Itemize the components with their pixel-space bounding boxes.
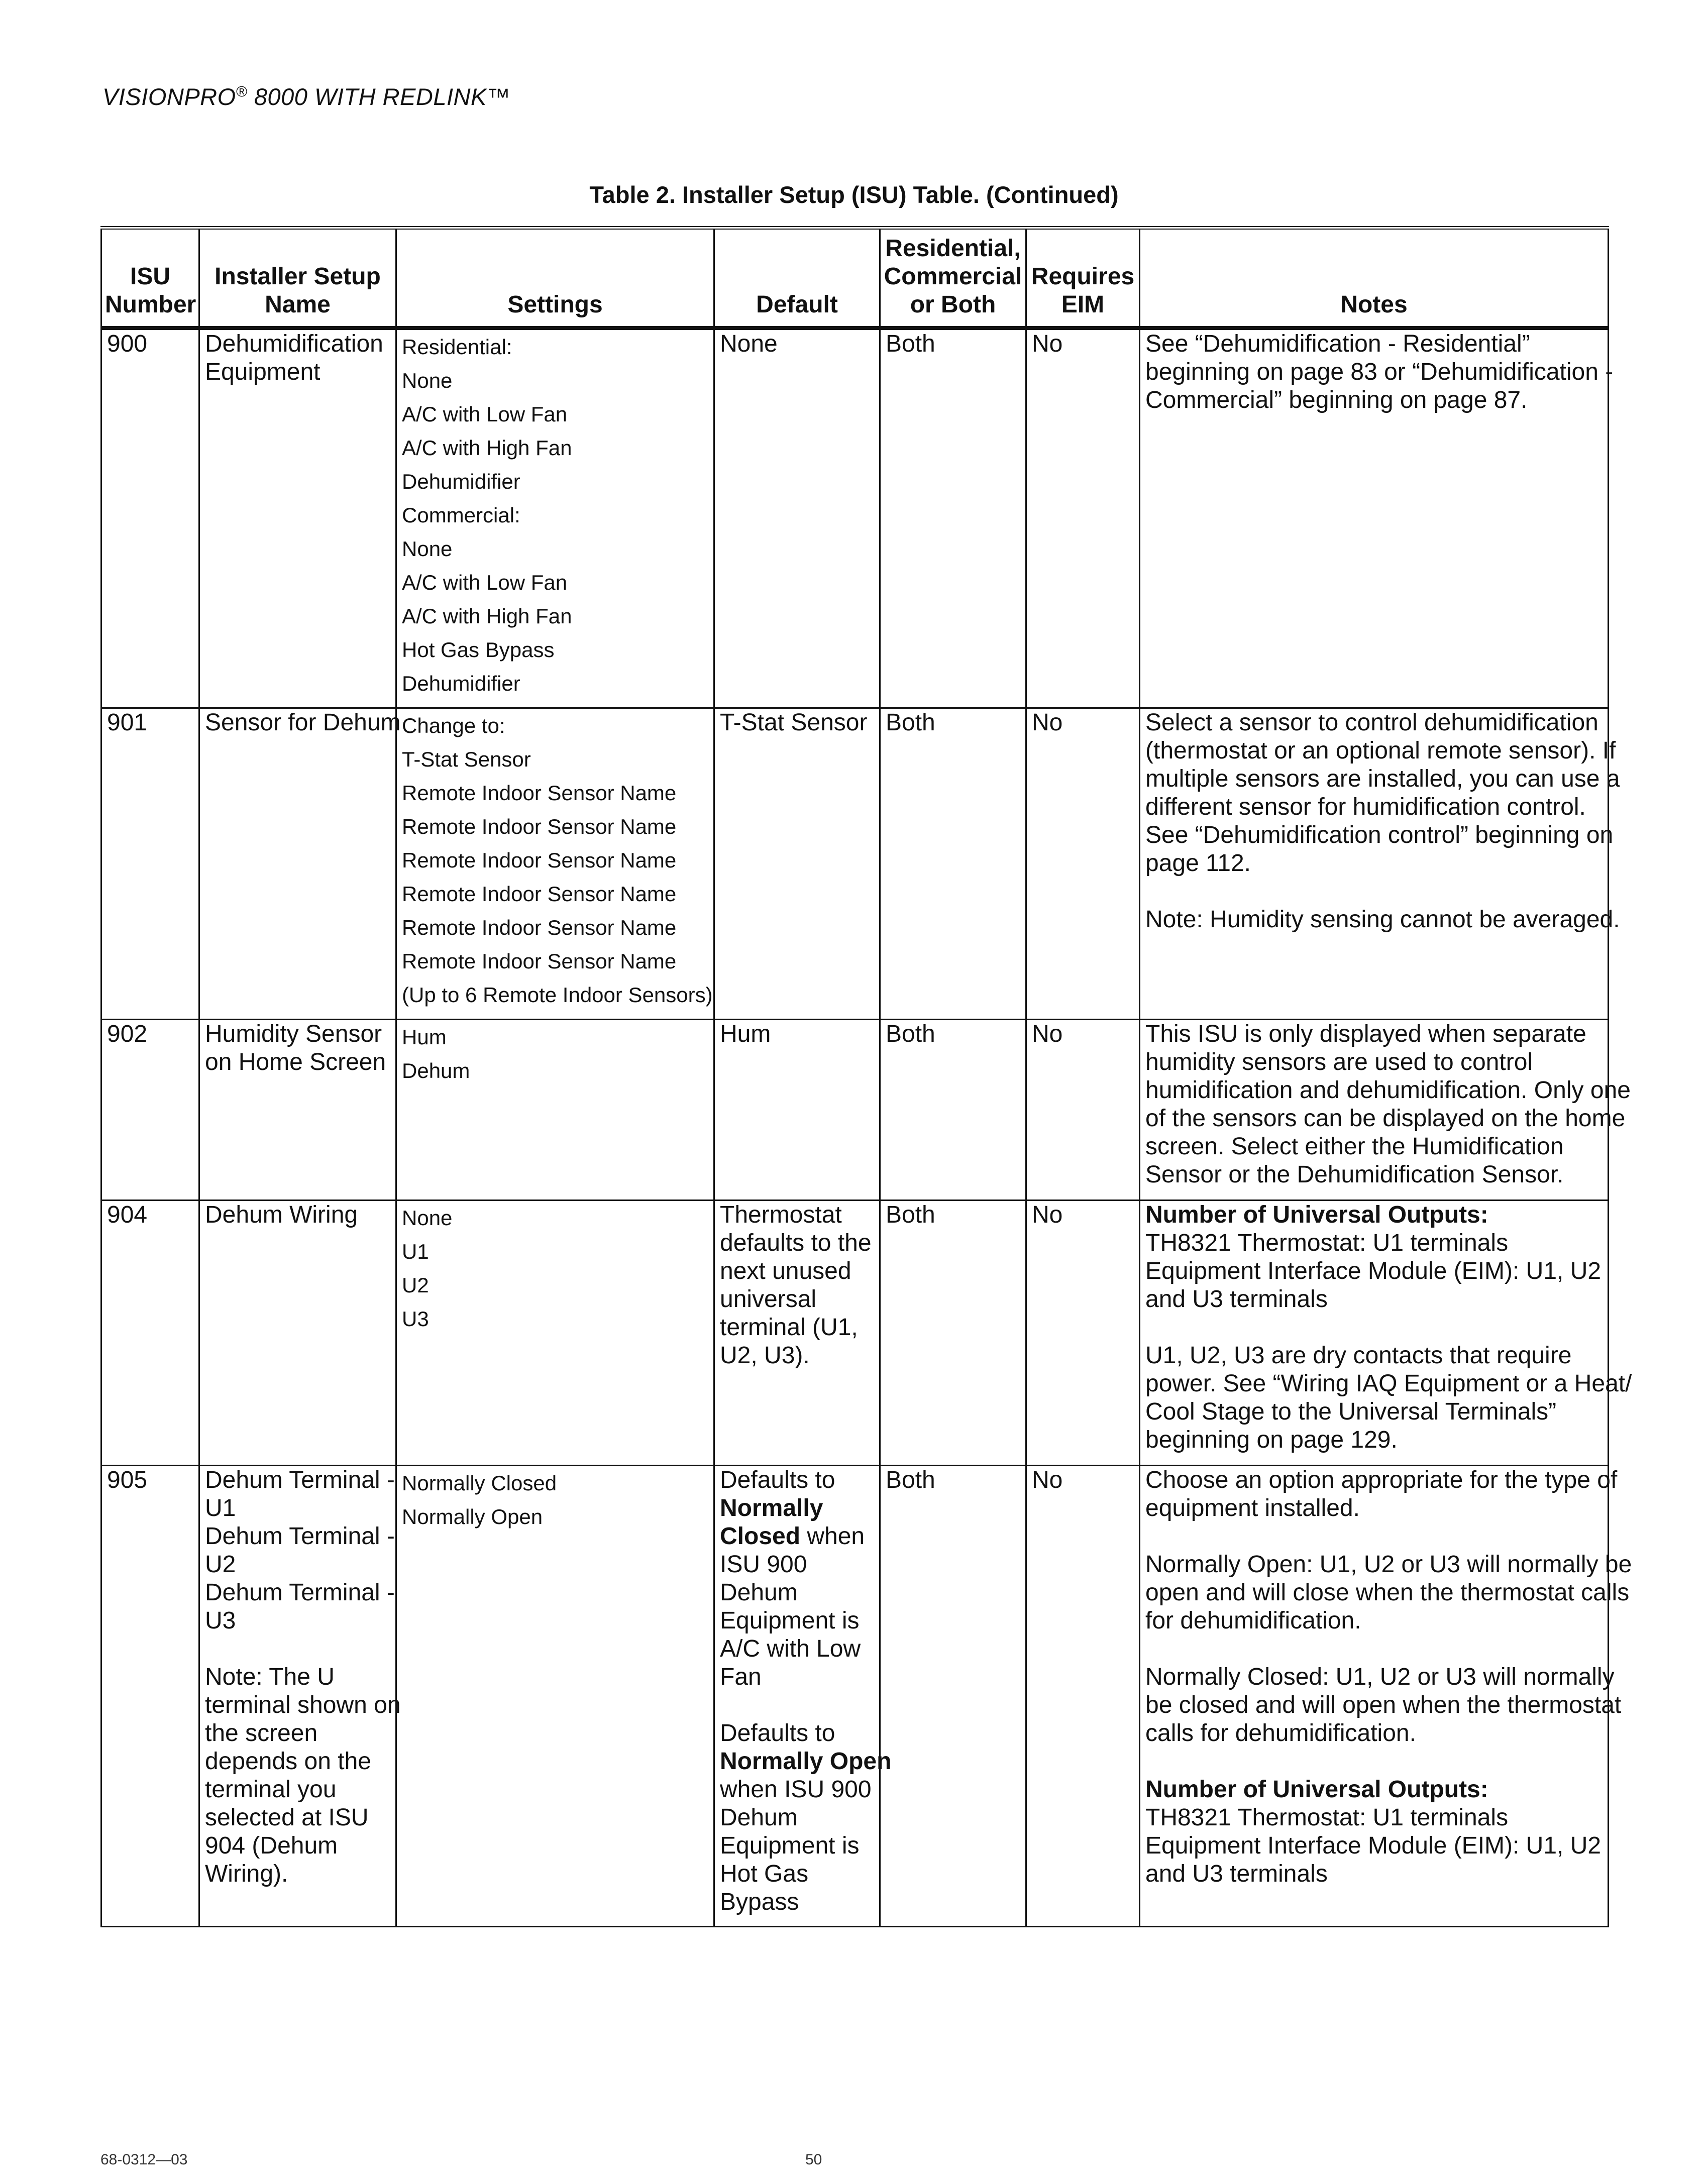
text-line: Dehum Terminal - (205, 1523, 395, 1550)
res-comm-value: Both (880, 708, 1026, 1020)
setup-name (199, 1201, 396, 1466)
table-header-row (101, 228, 1609, 329)
text-line: A/C with Low (720, 1636, 861, 1662)
text-line: TH8321 Thermostat: U1 terminals (1145, 1804, 1509, 1831)
text-line: Thermostat (720, 1202, 842, 1228)
notes-body (1145, 1229, 1632, 1454)
brand-name: VISIONPRO (102, 83, 236, 110)
text-line: Commercial” beginning on page 87. (1145, 387, 1528, 413)
eim-value: No (1026, 328, 1140, 708)
text-line: Equipment Interface Module (EIM): U1, U2 (1145, 1832, 1602, 1859)
text-line: A/C with High Fan (402, 436, 572, 460)
text-line: selected at ISU (205, 1804, 369, 1831)
res-comm-value: Both (880, 1020, 1026, 1201)
notes (1140, 1466, 1632, 1927)
text-line: next unused (720, 1258, 851, 1284)
isu-number: 904 (101, 1201, 199, 1466)
text-line: Dehum Terminal - (205, 1579, 395, 1606)
notes-body-2 (1145, 1804, 1604, 1888)
text-line: Dehumidifier (402, 470, 520, 493)
text-line: Change to: (402, 714, 505, 737)
text-line (1145, 1522, 1604, 1551)
text-line: be closed and will open when the thermostat (1145, 1692, 1622, 1718)
text-line: or Both (910, 291, 996, 318)
text-line: Remote Indoor Sensor Name (402, 781, 677, 805)
res-comm-value: Both (880, 328, 1026, 708)
eim-value: No (1026, 708, 1140, 1020)
notes-heading: Number of Universal Outputs: (1145, 1202, 1488, 1228)
settings-list (396, 1466, 714, 1927)
text-line: Residential, (885, 235, 1021, 262)
text-line: different sensor for humidification control. (1145, 794, 1586, 820)
text-line: ISU 900 (720, 1551, 807, 1578)
isu-table (100, 226, 1632, 1927)
col-header-setup-name (199, 228, 396, 329)
text-line: equipment installed. (1145, 1495, 1360, 1521)
col-header-res-comm (880, 228, 1026, 329)
col-header-notes (1140, 228, 1609, 329)
setup-name (199, 1466, 401, 1927)
text-line: page 112. (1145, 850, 1251, 877)
text-line: Installer Setup (215, 263, 381, 290)
col-header-settings (396, 228, 714, 329)
text-line: Equipment is (720, 1832, 860, 1859)
text-line: (thermostat or an optional remote sensor). If (1145, 737, 1616, 764)
eim-value: No (1026, 1466, 1140, 1927)
eim-value: No (1026, 1201, 1140, 1466)
eim-value: No (1026, 1020, 1140, 1201)
text-line: beginning on page 129. (1145, 1427, 1398, 1453)
text-line: the screen (205, 1720, 318, 1747)
setup-name (199, 1020, 396, 1201)
page-header (102, 83, 510, 111)
text-line: None (402, 369, 453, 392)
text-line: U1, U2, U3 are dry contacts that require (1145, 1342, 1572, 1369)
isu-number: 902 (101, 1020, 199, 1201)
text-line: humidification and dehumidification. Only one (1145, 1077, 1631, 1104)
text-line: T-Stat Sensor (402, 747, 531, 771)
notes (1140, 328, 1614, 708)
notes (1140, 1020, 1631, 1201)
notes-heading: Number of Universal Outputs: (1145, 1776, 1488, 1803)
text-line (1145, 1314, 1604, 1342)
table-title: Table 2. Installer Setup (ISU) Table. (Continued) (589, 181, 1119, 208)
text-line: U1 (205, 1495, 236, 1521)
text-line: Requires (1031, 263, 1135, 290)
text-line: A/C with Low Fan (402, 402, 568, 426)
text-line: Hot Gas (720, 1861, 809, 1887)
col-header-default (714, 228, 880, 329)
text-line: of the sensors can be displayed on the home (1145, 1105, 1626, 1132)
text-line: (Up to 6 Remote Indoor Sensors) (402, 983, 713, 1007)
text-line: screen. Select either the Humidification (1145, 1133, 1564, 1160)
text-line: 904 (Dehum (205, 1832, 338, 1859)
text-line: when ISU 900 (720, 1776, 872, 1803)
text-line: beginning on page 83 or “Dehumidification - (1145, 359, 1614, 385)
text-line: None (402, 1206, 453, 1230)
text-line: Equipment is (720, 1607, 860, 1634)
text-line: None (720, 331, 778, 357)
text-line (1145, 878, 1604, 906)
text-line: A/C with Low Fan (402, 571, 568, 594)
isu-number: 901 (101, 708, 199, 1020)
text-line: Dehum (402, 1059, 470, 1082)
text-line: multiple sensors are installed, you can use a (1145, 766, 1620, 792)
text-line: depends on the (205, 1748, 371, 1775)
settings-list (396, 1020, 714, 1201)
text-line: Remote Indoor Sensor Name (402, 882, 677, 906)
default-value (714, 328, 880, 708)
col-header-requires-eim (1026, 228, 1140, 329)
text-line: Dehumidifier (402, 672, 520, 695)
text-line: U2 (402, 1273, 429, 1297)
table-row (101, 328, 1609, 708)
settings-list (396, 1201, 714, 1466)
text-line: Dehum (720, 1579, 798, 1606)
text-line: Remote Indoor Sensor Name (402, 949, 677, 973)
text-line (205, 1635, 391, 1663)
text-line: and U3 terminals (1145, 1861, 1328, 1887)
text-line: Remote Indoor Sensor Name (402, 916, 677, 939)
col-header-isu-number (101, 228, 199, 329)
text-line: Hum (402, 1025, 447, 1049)
text-line: open and will close when the thermostat calls (1145, 1579, 1630, 1606)
text-line: on Home Screen (205, 1049, 386, 1075)
text-line: U2 (205, 1551, 236, 1578)
table-row (101, 1201, 1609, 1466)
text-line: This ISU is only displayed when separate (1145, 1021, 1586, 1047)
text-line: Wiring). (205, 1861, 288, 1887)
text-line: Number (105, 291, 196, 318)
table-row (101, 1020, 1609, 1201)
text-line: Normally Closed: U1, U2 or U3 will normally (1145, 1664, 1615, 1690)
text-line: Name (265, 291, 331, 318)
table-row (101, 708, 1609, 1020)
text-line: Equipment (205, 359, 321, 385)
text-line: Hot Gas Bypass (402, 638, 555, 662)
default-value (714, 708, 880, 1020)
text-line: Normally Open: U1, U2 or U3 will normally be (1145, 1551, 1632, 1578)
text-line: Dehum (720, 1804, 798, 1831)
text-line: Sensor for Dehum (205, 709, 401, 736)
text-line: Normally Closed (402, 1471, 557, 1495)
isu-number: 900 (101, 328, 199, 708)
settings-list (396, 708, 714, 1020)
text-line: Dehumidification (205, 331, 383, 357)
text-line: A/C with High Fan (402, 604, 572, 628)
text-line: Dehum Terminal - (205, 1467, 395, 1493)
res-comm-value: Both (880, 1201, 1026, 1466)
default-value (714, 1201, 880, 1466)
text-line: Commercial (884, 263, 1022, 290)
text-line: Select a sensor to control dehumidification (1145, 709, 1598, 736)
text-line: See “Dehumidification - Residential” (1145, 331, 1530, 357)
text-line: Remote Indoor Sensor Name (402, 815, 677, 838)
notes-body (1145, 1466, 1632, 1776)
text-line: Notes (1340, 291, 1408, 318)
text-line (1145, 1748, 1604, 1776)
setup-name (199, 328, 396, 708)
settings-list (396, 328, 714, 708)
text-line: Normally Open (402, 1505, 543, 1529)
text-line: Dehum Wiring (205, 1202, 358, 1228)
text-line: Humidity Sensor (205, 1021, 382, 1047)
text-line: humidity sensors are used to control (1145, 1049, 1533, 1075)
text-line: Note: The U (205, 1664, 335, 1690)
text-line: EIM (1061, 291, 1105, 318)
text-line: Cool Stage to the Universal Terminals” (1145, 1398, 1557, 1425)
table-row (101, 1466, 1609, 1927)
default-value: Defaults to Normally Closed when ISU 900 Dehum Equipment is A/C with Low Fan Defaults to Normally Open when ISU 900 Dehum Equipment is Hot Gas Bypass (714, 1466, 880, 1927)
text-line: terminal shown on (205, 1692, 401, 1718)
text-line: See “Dehumidification control” beginning on (1145, 822, 1614, 848)
text-line: TH8321 Thermostat: U1 terminals (1145, 1230, 1509, 1256)
text-line: Sensor or the Dehumidification Sensor. (1145, 1161, 1564, 1188)
text-line: None (402, 537, 453, 561)
res-comm-value: Both (880, 1466, 1026, 1927)
text-line: Remote Indoor Sensor Name (402, 848, 677, 872)
text-line: T-Stat Sensor (720, 709, 868, 736)
text-line: Bypass (720, 1889, 799, 1915)
text-line: U3 (402, 1307, 429, 1331)
text-line: Residential: (402, 335, 512, 359)
text-line: U2, U3). (720, 1342, 810, 1369)
text-line: defaults to the (720, 1230, 872, 1256)
text-line: power. See “Wiring IAQ Equipment or a Heat/ (1145, 1370, 1632, 1397)
text-line: Default (756, 291, 838, 318)
text-line: for dehumidification. (1145, 1607, 1361, 1634)
text-line: universal (720, 1286, 817, 1313)
text-line: U3 (205, 1607, 236, 1634)
text-line: Equipment Interface Module (EIM): U1, U2 (1145, 1258, 1602, 1284)
text-line: terminal (U1, (720, 1314, 858, 1341)
registered-mark: ® (236, 83, 248, 100)
text-line: Hum (720, 1021, 771, 1047)
text-line: Settings (507, 291, 603, 318)
text-line: and U3 terminals (1145, 1286, 1328, 1313)
isu-number: 905 (101, 1466, 199, 1927)
page-number: 50 (805, 2151, 822, 2168)
default-value (714, 1020, 880, 1201)
text-line: calls for dehumidification. (1145, 1720, 1416, 1747)
text-line: Note: Humidity sensing cannot be averaged. (1145, 906, 1620, 933)
text-line: Commercial: (402, 503, 520, 527)
setup-name (199, 708, 401, 1020)
text-line: U1 (402, 1240, 429, 1263)
notes (1140, 1201, 1632, 1466)
text-line (1145, 1635, 1604, 1663)
text-line: Fan (720, 1664, 762, 1690)
text-line: Choose an option appropriate for the type of (1145, 1467, 1618, 1493)
notes (1140, 708, 1620, 1020)
text-line: terminal you (205, 1776, 337, 1803)
text-line: ISU (130, 263, 170, 290)
document-code: 68-0312—03 (100, 2151, 188, 2168)
model-name: 8000 WITH REDLINK™ (254, 83, 511, 110)
